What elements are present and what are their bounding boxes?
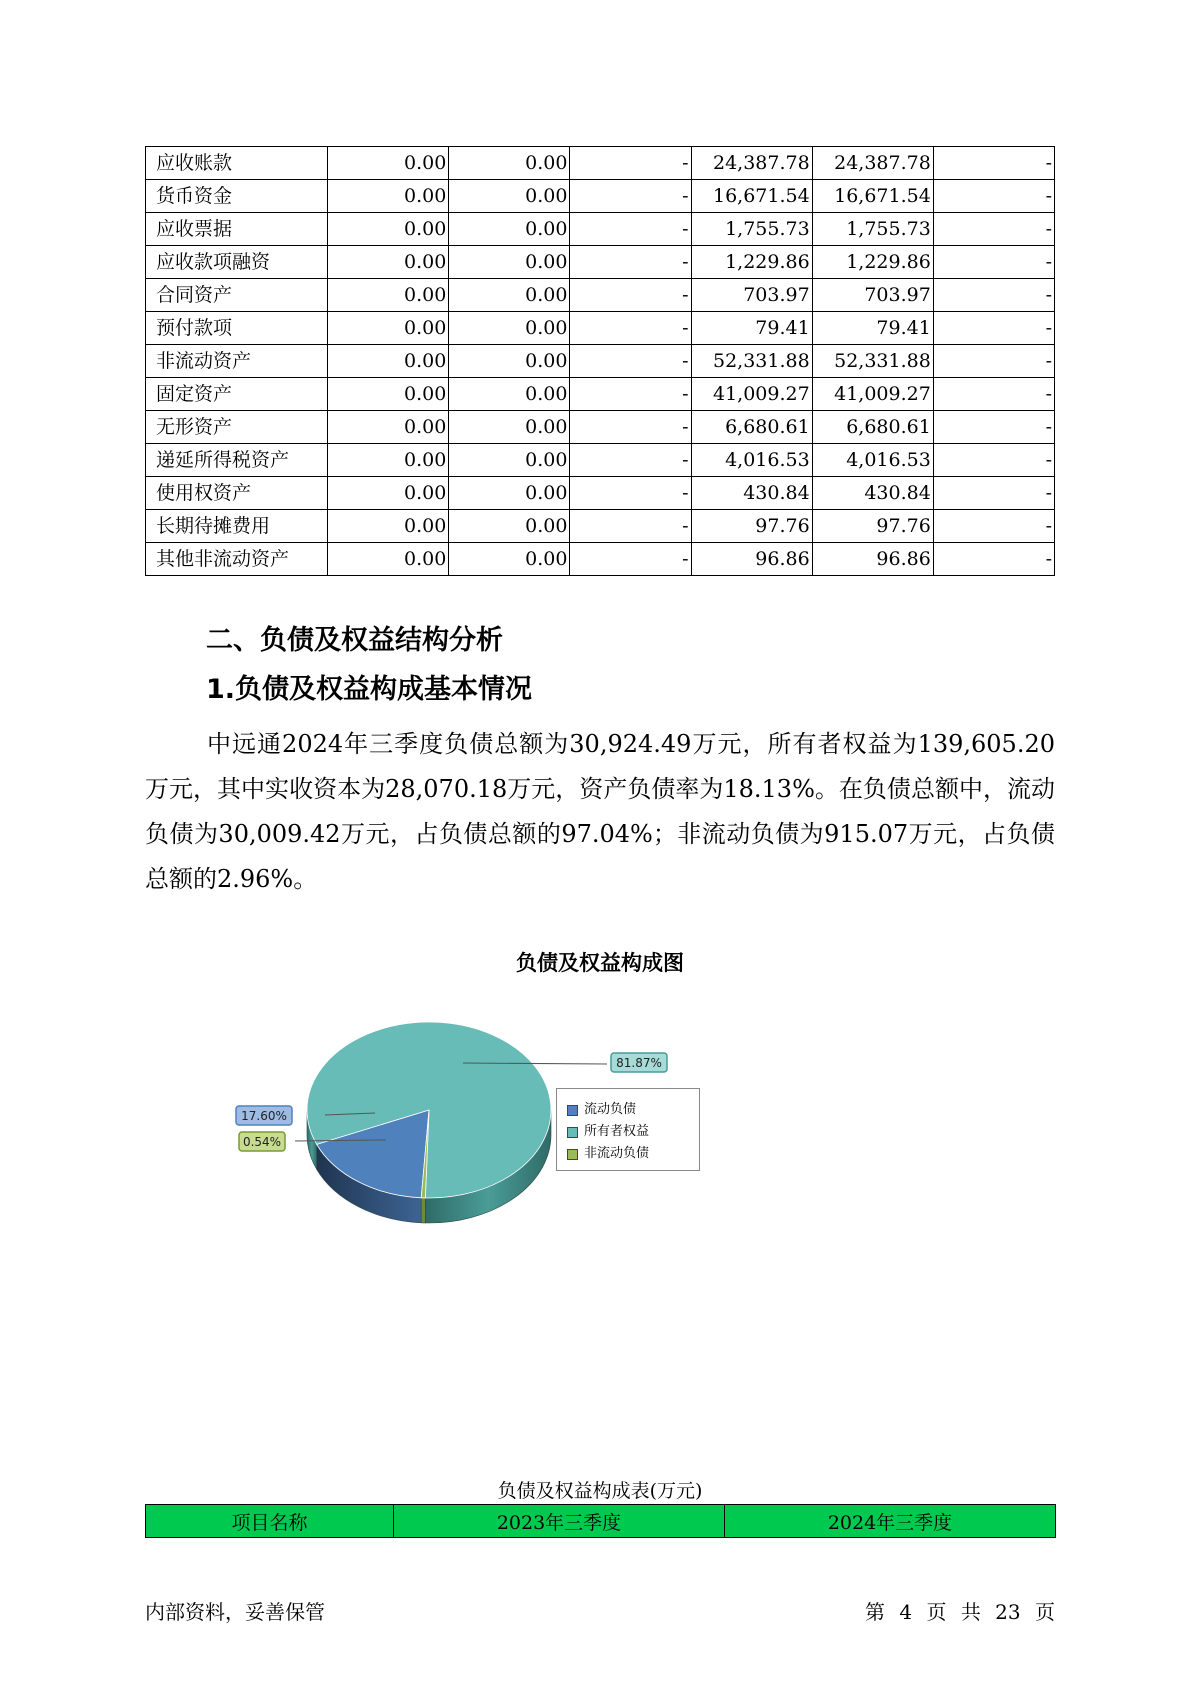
cell-c2: 0.00 xyxy=(449,345,570,378)
cell-c1: 0.00 xyxy=(328,510,449,543)
cell-c3: - xyxy=(570,543,691,576)
cell-c6: - xyxy=(933,147,1054,180)
row-label: 非流动资产 xyxy=(146,345,328,378)
cell-c4: 430.84 xyxy=(691,477,812,510)
row-label: 应收票据 xyxy=(146,213,328,246)
cell-c6: - xyxy=(933,444,1054,477)
cell-c5: 430.84 xyxy=(812,477,933,510)
row-label: 递延所得税资产 xyxy=(146,444,328,477)
cell-c4: 703.97 xyxy=(691,279,812,312)
cell-c1: 0.00 xyxy=(328,180,449,213)
cell-c6: - xyxy=(933,378,1054,411)
row-label: 预付款项 xyxy=(146,312,328,345)
cell-c6: - xyxy=(933,543,1054,576)
legend-label: 流动负债 xyxy=(584,1102,637,1117)
row-label: 固定资产 xyxy=(146,378,328,411)
data-label: 17.60% xyxy=(241,1109,287,1123)
cell-c6: - xyxy=(933,180,1054,213)
cell-c3: - xyxy=(570,312,691,345)
cell-c2: 0.00 xyxy=(449,411,570,444)
table-row xyxy=(146,279,1055,312)
cell-c5: 16,671.54 xyxy=(812,180,933,213)
cell-c4: 16,671.54 xyxy=(691,180,812,213)
cell-c3: - xyxy=(570,147,691,180)
table-row xyxy=(146,345,1055,378)
cell-c4: 96.86 xyxy=(691,543,812,576)
legend-item xyxy=(567,1121,699,1143)
cell-c6: - xyxy=(933,510,1054,543)
cell-c5: 79.41 xyxy=(812,312,933,345)
header-cell-2024: 2024年三季度 xyxy=(725,1505,1056,1538)
cell-c4: 6,680.61 xyxy=(691,411,812,444)
cell-c5: 41,009.27 xyxy=(812,378,933,411)
cell-c5: 4,016.53 xyxy=(812,444,933,477)
cell-c3: - xyxy=(570,378,691,411)
cell-c3: - xyxy=(570,477,691,510)
footer-confidential: 内部资料，妥善保管 xyxy=(145,1600,325,1624)
cell-c3: - xyxy=(570,246,691,279)
body-paragraph: 中远通2024年三季度负债总额为30,924.49万元，所有者权益为139,605.20万元，其中实收资本为28,070.18万元，资产负债率为18.13%。在负债总额中，流动负债为30,009.42万元，占负债总额的97.04%；非流动负债为915.07万元，占负债总额的2.96%。 xyxy=(145,730,1055,893)
legend-label: 非流动负债 xyxy=(584,1146,650,1161)
cell-c5: 1,229.86 xyxy=(812,246,933,279)
legend-swatch xyxy=(567,1105,578,1116)
header-cell-name: 项目名称 xyxy=(146,1505,394,1538)
table-row xyxy=(146,411,1055,444)
table-caption: 负债及权益构成表(万元) xyxy=(497,1480,703,1502)
cell-c6: - xyxy=(933,213,1054,246)
legend-item xyxy=(567,1099,699,1121)
cell-c3: - xyxy=(570,213,691,246)
cell-c6: - xyxy=(933,246,1054,279)
cell-c5: 1,755.73 xyxy=(812,213,933,246)
data-label: 81.87% xyxy=(616,1056,662,1070)
cell-c1: 0.00 xyxy=(328,444,449,477)
cell-c5: 703.97 xyxy=(812,279,933,312)
asset-table xyxy=(145,146,1055,576)
cell-c1: 0.00 xyxy=(328,543,449,576)
row-label: 长期待摊费用 xyxy=(146,510,328,543)
legend-swatch xyxy=(567,1127,578,1138)
table-row xyxy=(146,147,1055,180)
row-label: 应收账款 xyxy=(146,147,328,180)
cell-c2: 0.00 xyxy=(449,543,570,576)
cell-c4: 1,229.86 xyxy=(691,246,812,279)
cell-c6: - xyxy=(933,477,1054,510)
cell-c2: 0.00 xyxy=(449,180,570,213)
header-cell-2023: 2023年三季度 xyxy=(394,1505,725,1538)
table-row xyxy=(146,312,1055,345)
row-label: 货币资金 xyxy=(146,180,328,213)
cell-c1: 0.00 xyxy=(328,477,449,510)
cell-c5: 24,387.78 xyxy=(812,147,933,180)
cell-c3: - xyxy=(570,444,691,477)
structure-table xyxy=(145,1504,1056,1538)
section-subheading: 1.负债及权益构成基本情况 xyxy=(206,674,533,705)
row-label: 合同资产 xyxy=(146,279,328,312)
table-row xyxy=(146,477,1055,510)
cell-c1: 0.00 xyxy=(328,345,449,378)
cell-c6: - xyxy=(933,312,1054,345)
cell-c2: 0.00 xyxy=(449,477,570,510)
cell-c6: - xyxy=(933,345,1054,378)
cell-c1: 0.00 xyxy=(328,147,449,180)
cell-c5: 96.86 xyxy=(812,543,933,576)
cell-c1: 0.00 xyxy=(328,279,449,312)
cell-c1: 0.00 xyxy=(328,246,449,279)
cell-c2: 0.00 xyxy=(449,444,570,477)
cell-c3: - xyxy=(570,345,691,378)
cell-c4: 79.41 xyxy=(691,312,812,345)
cell-c5: 97.76 xyxy=(812,510,933,543)
cell-c3: - xyxy=(570,180,691,213)
cell-c4: 97.76 xyxy=(691,510,812,543)
table-row xyxy=(146,246,1055,279)
legend-label: 所有者权益 xyxy=(584,1124,650,1139)
cell-c2: 0.00 xyxy=(449,312,570,345)
cell-c4: 41,009.27 xyxy=(691,378,812,411)
cell-c4: 52,331.88 xyxy=(691,345,812,378)
cell-c2: 0.00 xyxy=(449,213,570,246)
row-label: 其他非流动资产 xyxy=(146,543,328,576)
table-row xyxy=(146,510,1055,543)
cell-c3: - xyxy=(570,510,691,543)
table-row xyxy=(146,444,1055,477)
section-heading: 二、负债及权益结构分析 xyxy=(206,625,503,656)
cell-c2: 0.00 xyxy=(449,279,570,312)
table-row xyxy=(146,180,1055,213)
table-row xyxy=(146,378,1055,411)
cell-c2: 0.00 xyxy=(449,246,570,279)
cell-c1: 0.00 xyxy=(328,312,449,345)
cell-c5: 6,680.61 xyxy=(812,411,933,444)
row-label: 应收款项融资 xyxy=(146,246,328,279)
cell-c1: 0.00 xyxy=(328,378,449,411)
structure-table-header-row xyxy=(146,1505,1056,1538)
cell-c3: - xyxy=(570,411,691,444)
data-label: 0.54% xyxy=(242,1135,282,1149)
table-row xyxy=(146,213,1055,246)
cell-c1: 0.00 xyxy=(328,411,449,444)
footer-page-number: 第 4 页 共 23 页 xyxy=(865,1600,1055,1624)
chart-legend xyxy=(556,1088,700,1171)
cell-c2: 0.00 xyxy=(449,510,570,543)
cell-c4: 4,016.53 xyxy=(691,444,812,477)
legend-swatch xyxy=(567,1149,578,1160)
cell-c6: - xyxy=(933,411,1054,444)
cell-c3: - xyxy=(570,279,691,312)
cell-c4: 1,755.73 xyxy=(691,213,812,246)
cell-c2: 0.00 xyxy=(449,378,570,411)
row-label: 使用权资产 xyxy=(146,477,328,510)
legend-item xyxy=(567,1143,699,1165)
cell-c2: 0.00 xyxy=(449,147,570,180)
table-row xyxy=(146,543,1055,576)
cell-c6: - xyxy=(933,279,1054,312)
cell-c1: 0.00 xyxy=(328,213,449,246)
cell-c4: 24,387.78 xyxy=(691,147,812,180)
chart-title: 负债及权益构成图 xyxy=(516,951,684,975)
cell-c5: 52,331.88 xyxy=(812,345,933,378)
pie-side-2 xyxy=(421,1198,425,1223)
row-label: 无形资产 xyxy=(146,411,328,444)
